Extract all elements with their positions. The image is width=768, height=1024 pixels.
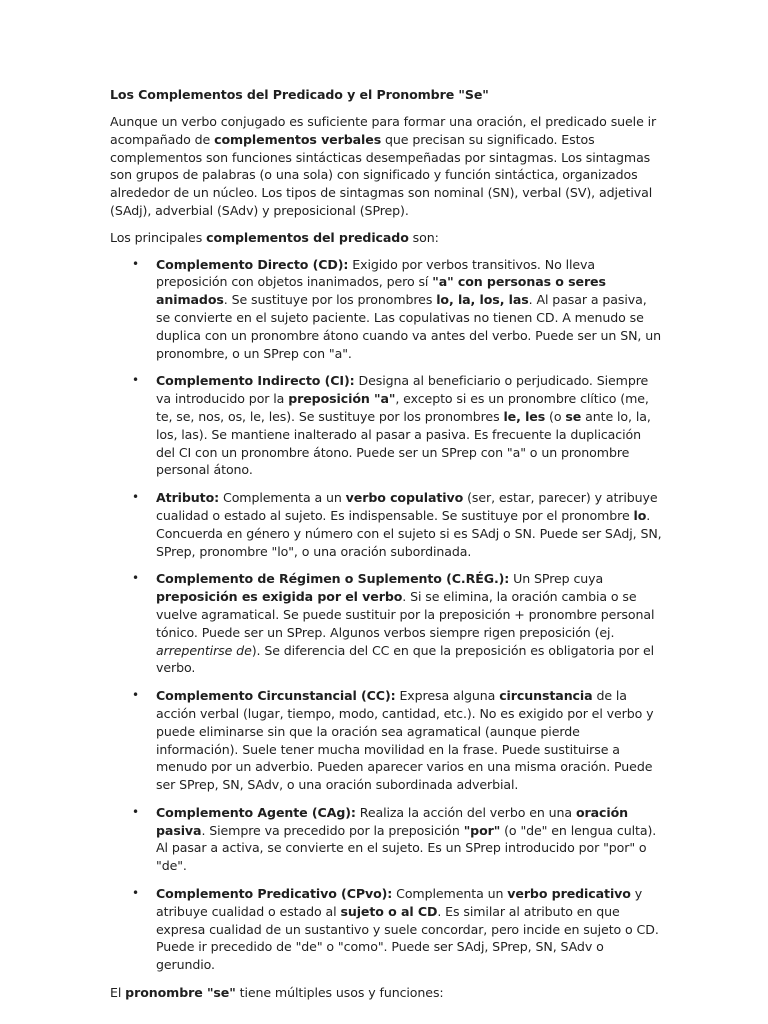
document-title: Los Complementos del Predicado y el Pronombre "Se" xyxy=(110,87,489,102)
bold-term: oración pasiva xyxy=(156,804,629,838)
text-run: (o "de" en lengua culta). Al pasar a activa, se convierte en el sujeto. Es un SPrep introducido por "por" o "de". xyxy=(156,822,657,874)
bold-term: Complemento Directo (CD): xyxy=(156,256,349,272)
italic-term: arrepentirse de xyxy=(156,642,252,658)
outro-paragraph xyxy=(110,984,662,1002)
bullet-icon: • xyxy=(132,373,139,388)
intro-paragraph xyxy=(110,113,662,220)
text-run: Un SPrep cuya xyxy=(509,571,604,587)
bold-term: Atributo: xyxy=(156,490,220,506)
bold-term: "a" con personas o seres animados xyxy=(156,274,606,308)
text-run: El xyxy=(110,985,126,1001)
bold-term: pronombre "se" xyxy=(125,985,236,1001)
list-item xyxy=(110,570,662,677)
bold-term: complementos verbales xyxy=(214,131,382,147)
text-run: Complementa a un xyxy=(219,490,346,506)
bold-term: sujeto o al CD xyxy=(340,903,438,919)
bold-term: lo, la, los, las xyxy=(436,292,529,308)
list-item xyxy=(110,687,662,794)
list-item xyxy=(110,804,662,875)
bold-term: verbo predicativo xyxy=(507,886,631,902)
bold-term: le, les xyxy=(503,408,546,424)
bold-term: Complemento Circunstancial (CC): xyxy=(156,688,396,704)
bullet-icon: • xyxy=(132,688,139,703)
bold-term: Complemento Predicativo (CPvo): xyxy=(156,886,393,902)
text-run: (o xyxy=(545,408,566,424)
bold-term: Complemento de Régimen o Suplemento (C.RÉG.): xyxy=(156,571,510,587)
text-run: . Concuerda en género y número con el sujeto si es SAdj o SN. Puede ser SAdj, SN, SPrep, pronombre "lo", o una oración subordinada. xyxy=(156,507,662,559)
bold-term: preposición es exigida por el verbo xyxy=(156,589,403,605)
lead-paragraph xyxy=(110,229,662,247)
text-run: que precisan su significado. Estos complementos son funciones sintácticas desempeñadas por sintagmas. Los sintagmas son grupos de palabras (o una sola) con significado y función sintáctica, organizados alrededor de un núcleo. Los tipos de sintagmas son nominal (SN), verbal (SV), adjetival (SAdj), adverbial (SAdv) y preposicional (SPrep). xyxy=(110,131,653,218)
bold-term: complementos del predicado xyxy=(206,229,409,245)
text-run: Aunque un verbo conjugado es suficiente para formar una oración, el predicado suele ir acompañado de xyxy=(110,114,657,147)
list-item xyxy=(110,885,662,974)
text-run: Complementa un xyxy=(392,886,508,902)
text-run: ante lo, la, los, las). Se mantiene inalterado al pasar a pasiva. Es frecuente la duplicación del CI con un pronombre átono. Puede ser un SPrep con "a" o un pronombre personal átono. xyxy=(156,408,651,478)
bullet-icon: • xyxy=(132,571,139,586)
text-run: Expresa alguna xyxy=(395,688,500,704)
bold-term: lo xyxy=(633,507,647,523)
text-run: . Al pasar a pasiva, se convierte en el sujeto paciente. Las copulativas no tienen CD. A menudo se duplica con un pronombre átono cuando va antes del verbo. Puede ser un SN, un pronombre, o un SPrep con "a". xyxy=(156,292,661,361)
bullet-icon: • xyxy=(132,256,139,271)
complements-list xyxy=(110,256,662,974)
bold-term: "por" xyxy=(463,822,501,838)
bold-term: preposición "a" xyxy=(288,391,396,407)
text-run: Exigido por verbos transitivos. No lleva preposición con objetos inanimados, pero sí xyxy=(156,256,595,290)
text-run: son: xyxy=(408,229,439,245)
bold-term: Complemento Agente (CAg): xyxy=(156,804,356,820)
text-run: . Si se elimina, la oración cambia o se vuelve agramatical. Se puede sustituir por la preposición + pronombre personal tónico. Puede ser un SPrep. Algunos verbos siempre rigen preposición (ej. xyxy=(156,589,655,640)
list-item xyxy=(110,489,662,560)
text-run: (ser, estar, parecer) y atribuye cualidad o estado al sujeto. Es indispensable. Se sustituye por el pronombre xyxy=(156,490,658,523)
document-page xyxy=(110,86,662,1011)
text-run: . Se sustituye por los pronombres xyxy=(223,292,437,308)
text-run: tiene múltiples usos y funciones: xyxy=(235,985,444,1001)
text-run: Realiza la acción del verbo en una xyxy=(355,804,576,820)
text-run: , excepto si es un pronombre clítico (me, te, se, nos, os, le, les). Se sustituye por los pronombres xyxy=(156,391,649,424)
bullet-icon: • xyxy=(132,490,139,505)
text-run: Designa al beneficiario o perjudicado. Siempre va introducido por la xyxy=(156,373,649,407)
text-run: de la acción verbal (lugar, tiempo, modo, cantidad, etc.). No es exigido por el verbo y puede eliminarse sin que la oración sea agramatical (aunque pierde información). Suele tener mucha movilidad en la frase. Puede sustituirse a menudo por un adverbio. Pueden aparecer varios en una misma oración. Puede ser SPrep, SN, SAdv, o una oración subordinada adverbial. xyxy=(156,688,654,793)
text-run: ). Se diferencia del CC en que la preposición es obligatoria por el verbo. xyxy=(156,642,655,676)
list-item xyxy=(110,256,662,363)
bullet-icon: • xyxy=(132,804,139,819)
bullet-icon: • xyxy=(132,886,139,901)
text-run: . Es similar al atributo en que expresa cualidad de un sustantivo y suele concordar, pero incide en sujeto o CD. Puede ir precedido de "de" o "como". Puede ser SAdj, SPrep, SN, SAdv o gerundio. xyxy=(156,903,659,973)
bold-term: se xyxy=(565,408,582,424)
bold-term: circunstancia xyxy=(499,688,593,704)
bold-term: Complemento Indirecto (CI): xyxy=(156,373,355,389)
list-item xyxy=(110,372,662,479)
text-run: . Siempre va precedido por la preposición xyxy=(201,822,464,838)
text-run: Los principales xyxy=(110,229,207,245)
text-run: y atribuye cualidad o estado al xyxy=(156,886,643,919)
bold-term: verbo copulativo xyxy=(345,490,464,506)
